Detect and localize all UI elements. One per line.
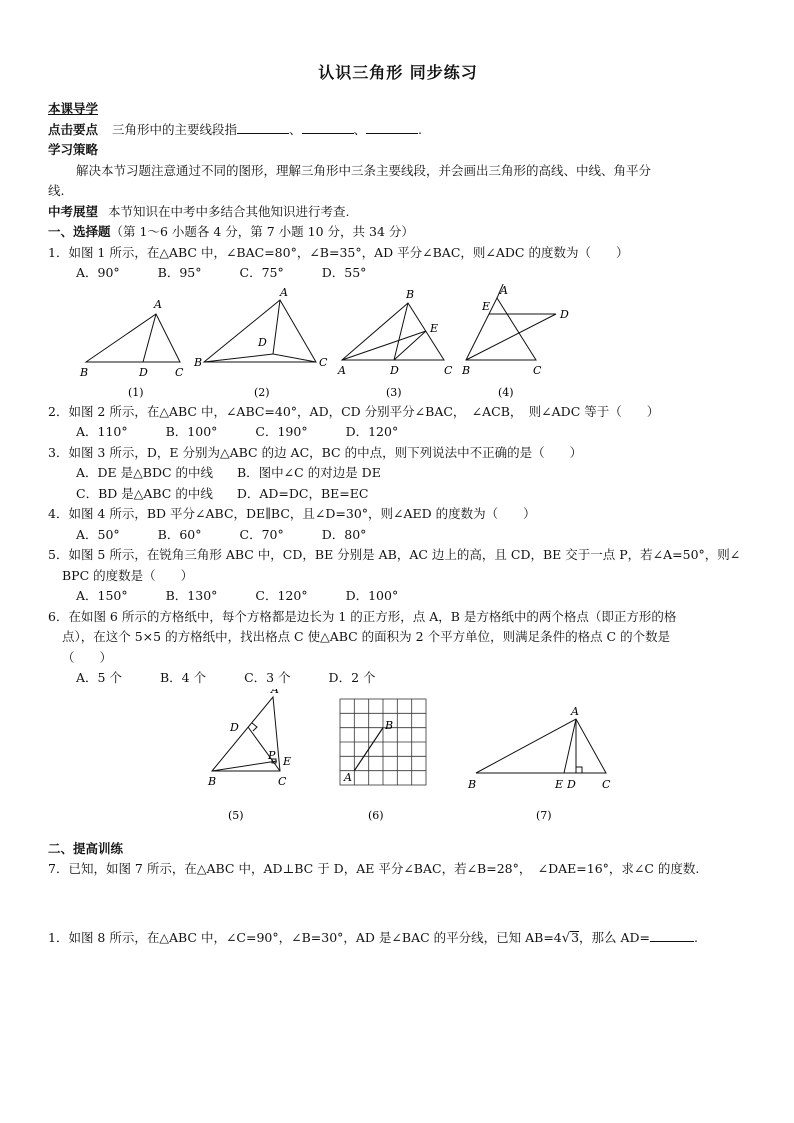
question-6-stem-cont2: （ ） <box>62 649 113 665</box>
option-b[interactable]: B．100° <box>165 424 218 439</box>
section1-heading: 一、选择题 <box>48 224 111 239</box>
fig4-caption: (4) <box>498 385 514 399</box>
question-6-stem: 6．在如图 6 所示的方格纸中，每个方格都是边长为 1 的正方形，点 A，B 是方格纸中的两个格点（即正方形的格 <box>48 608 677 624</box>
option-a[interactable]: A．150° <box>76 588 128 603</box>
figures-5-7 <box>48 689 748 839</box>
option-a[interactable]: A．DE 是△BDC 的中线 <box>76 465 214 480</box>
worksheet-page <box>48 60 748 949</box>
figure-7 <box>476 719 606 773</box>
section1-heading-line <box>48 222 748 243</box>
strategy-text-cont: 线. <box>48 183 65 198</box>
figure-1 <box>86 314 180 362</box>
question-6-options <box>48 668 748 689</box>
figures-row-2 <box>48 689 748 839</box>
question-5-stem-cont: BPC 的度数是（ ） <box>62 567 194 583</box>
figure-2 <box>204 300 316 362</box>
fig3-label-a: A <box>338 363 346 377</box>
fig3-label-c: C <box>444 363 453 377</box>
figure-6-grid <box>340 699 426 785</box>
question-5-stem: 5．如图 5 所示，在锐角三角形 ABC 中，CD，BE 分别是 AB，AC 边上的高，且 CD，BE 交于一点 P，若∠A=50°，则∠ <box>48 547 741 562</box>
option-b[interactable]: B．4 个 <box>159 670 207 685</box>
fig1-label-c: C <box>175 365 184 379</box>
figures-row-1 <box>48 284 748 402</box>
answer-blank-ad[interactable] <box>650 929 694 942</box>
answer-blank-2[interactable] <box>302 121 354 134</box>
fig3-label-b: B <box>406 287 415 301</box>
fig3-label-d: D <box>390 363 399 377</box>
fig1-label-b: B <box>80 365 89 379</box>
exam-outlook-line <box>48 202 748 223</box>
fig1-label-a: A <box>154 297 162 311</box>
fig5-label-a: A <box>271 688 279 696</box>
question-2-stem: 2．如图 2 所示，在△ABC 中，∠ABC=40°，AD，CD 分别平分∠BAC， ∠ACB， 则∠ADC 等于（ ） <box>48 403 660 419</box>
fig7-label-b: B <box>468 777 477 791</box>
option-c[interactable]: C．120° <box>255 588 308 603</box>
question-4-stem: 4．如图 4 所示，BD 平分∠ABC，DE∥BC，且∠D=30°，则∠AED 的度数为（ ） <box>48 506 536 521</box>
option-a[interactable]: A．50° <box>76 526 120 542</box>
fig4-label-b: B <box>462 363 471 377</box>
fig2-caption: (2) <box>254 385 270 399</box>
fig7-label-d: D <box>567 777 576 791</box>
option-c[interactable]: C．3 个 <box>244 670 291 685</box>
fig4-label-e: E <box>482 299 491 313</box>
question-3-options-row2 <box>48 484 748 505</box>
sqrt-symbol: √ <box>561 930 571 946</box>
fig7-caption: (7) <box>536 808 552 822</box>
key-points-line <box>48 120 748 141</box>
fig5-label-p: P <box>268 748 276 762</box>
fig7-label-e: E <box>555 777 564 791</box>
fig5-label-e: E <box>283 754 292 768</box>
figure-4 <box>466 284 556 360</box>
option-d[interactable]: D．100° <box>345 588 399 603</box>
page-title: 认识三角形 同步练习 <box>318 63 478 82</box>
fig7-label-c: C <box>602 777 611 791</box>
option-d[interactable]: D．120° <box>345 424 399 439</box>
strategy-text: 解决本节习题注意通过不同的图形，理解三角形中三条主要线段，并会画出三角形的高线、中线、角平分 <box>76 162 652 178</box>
fig2-label-b: B <box>194 355 203 369</box>
option-a[interactable]: A．90° <box>76 265 120 280</box>
option-c[interactable]: C．BD 是△ABC 的中线 <box>76 485 213 501</box>
option-d[interactable]: D．2 个 <box>328 670 376 685</box>
option-a[interactable]: A．110° <box>76 424 128 439</box>
question-8-text: 1．如图 8 所示，在△ABC 中，∠C=90°，∠B=30°，AD 是∠BAC 的平分线，已知 AB=4 <box>48 929 562 945</box>
answer-blank-1[interactable] <box>237 121 289 134</box>
fig4-label-d: D <box>560 307 569 321</box>
fig5-label-b: B <box>208 774 217 788</box>
option-b[interactable]: B．60° <box>157 526 202 542</box>
option-d[interactable]: D．AD=DC，BE=EC <box>236 485 369 501</box>
option-a[interactable]: A．5 个 <box>76 670 122 685</box>
option-c[interactable]: C．190° <box>255 424 308 439</box>
question-1-stem: 1．如图 1 所示，在△ABC 中，∠BAC=80°，∠B=35°，AD 平分∠BAC，则∠ADC 的度数为（ ） <box>48 244 629 260</box>
section1-note: （第 1～6 小题各 4 分，第 7 小题 10 分，共 34 分） <box>110 224 414 239</box>
question-3-options-row1 <box>48 463 748 484</box>
key-points-text: 三角形中的主要线段指 <box>112 121 238 137</box>
answer-blank-3[interactable] <box>366 121 418 134</box>
question-8-text-post: ，那么 AD= <box>579 929 651 945</box>
fig4-label-c: C <box>533 363 542 377</box>
option-d[interactable]: D．80° <box>321 526 367 542</box>
question-1-options <box>48 263 748 284</box>
fig3-caption: (3) <box>386 385 402 399</box>
question-8-stem <box>48 928 748 950</box>
fig2-label-a: A <box>280 285 288 299</box>
option-c[interactable]: C．75° <box>239 265 284 280</box>
figures-1-4 <box>48 284 748 402</box>
fig1-caption: (1) <box>128 385 144 399</box>
fig2-label-c: C <box>319 355 328 369</box>
option-b[interactable]: B．95° <box>157 265 202 280</box>
exam-outlook-text: 本节知识在中考中多结合其他知识进行考查. <box>108 203 350 219</box>
question-3-stem: 3．如图 3 所示，D，E 分别为△ABC 的边 AC，BC 的中点，则下列说法中不正确的是（ ） <box>48 444 583 460</box>
exam-outlook-label: 中考展望 <box>48 203 99 219</box>
figure-3 <box>342 303 444 360</box>
question-7-stem: 7．已知，如图 7 所示，在△ABC 中，AD⊥BC 于 D，AE 平分∠BAC，若∠B=28°， ∠DAE=16°，求∠C 的度数. <box>48 861 700 876</box>
fig5-label-c: C <box>278 774 287 788</box>
option-d[interactable]: D．55° <box>321 265 367 280</box>
guide-heading: 本课导学 <box>48 101 99 116</box>
fig6-label-b: B <box>385 718 394 732</box>
sqrt-radicand: 3 <box>571 929 580 945</box>
option-b[interactable]: B．图中∠C 的对边是 DE <box>237 465 381 480</box>
fig3-label-e: E <box>430 321 439 335</box>
separator: 、 <box>353 121 367 137</box>
option-c[interactable]: C．70° <box>239 526 284 542</box>
fig2-label-d: D <box>258 335 267 349</box>
separator: 、 <box>289 121 302 137</box>
option-b[interactable]: B．130° <box>165 588 218 603</box>
fig5-label-d: D <box>230 720 239 734</box>
fig5-caption: (5) <box>228 808 244 822</box>
question-8-end: . <box>694 929 698 945</box>
section2-heading: 二、提高训练 <box>48 840 124 856</box>
strategy-label: 学习策略 <box>48 142 99 157</box>
fig7-label-a: A <box>571 704 579 718</box>
answer-space[interactable] <box>48 880 748 928</box>
fig6-label-a: A <box>344 770 352 784</box>
question-5-options <box>48 586 748 607</box>
fig4-label-a: A <box>500 283 508 297</box>
key-points-label: 点击要点 <box>48 121 99 137</box>
question-4-options <box>48 525 748 546</box>
period: . <box>418 121 423 137</box>
fig1-label-d: D <box>139 365 148 379</box>
fig6-caption: (6) <box>368 808 384 822</box>
question-6-stem-cont: 点），在这个 5×5 的方格纸中，找出格点 C 使△ABC 的面积为 2 个平方单位，则满足条件的格点 C 的个数是 <box>62 629 671 644</box>
question-2-options <box>48 422 748 443</box>
